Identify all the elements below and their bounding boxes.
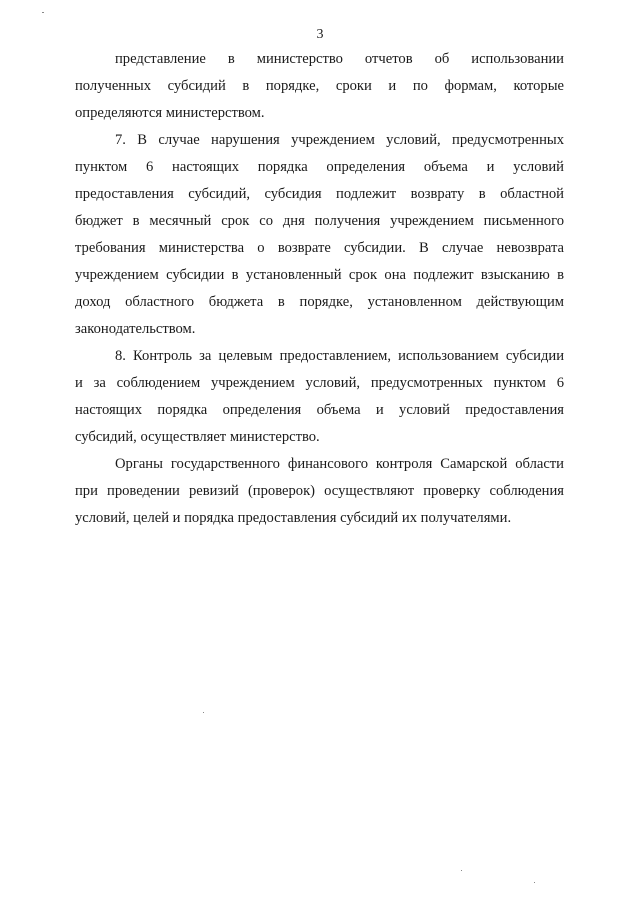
scan-speck — [42, 12, 44, 13]
text-line: Органы государственного финансового контроля Самарской области — [115, 456, 564, 472]
paragraph-item-8 — [75, 343, 564, 451]
text-line: 8. Контроль за целевым предоставлением, использованием субсидии — [115, 348, 564, 364]
text-line: законодательством. — [75, 321, 196, 337]
text-line: определяются министерством. — [75, 105, 265, 121]
text-line: доход областного бюджета в порядке, установленном действующим — [75, 294, 564, 310]
scan-speck — [203, 712, 204, 713]
text-line: субсидий, осуществляет министерство. — [75, 429, 320, 445]
text-line: бюджет в месячный срок со дня получения учреждением письменного — [75, 213, 564, 229]
text-line: и за соблюдением учреждением условий, предусмотренных пунктом 6 — [75, 375, 564, 391]
text-line: при проведении ревизий (проверок) осуществляют проверку соблюдения — [75, 483, 564, 499]
text-line: представление в министерство отчетов об использовании — [115, 51, 564, 67]
page-number: 3 — [316, 27, 324, 42]
text-line: пунктом 6 настоящих порядка определения объема и условий — [75, 159, 564, 175]
paragraph-item-7 — [75, 127, 564, 343]
paragraph-control-bodies — [75, 451, 564, 532]
document-body — [75, 46, 564, 532]
text-line: условий, целей и порядка предоставления субсидий их получателями. — [75, 510, 512, 526]
text-line: учреждением субсидии в установленный срок она подлежит взысканию в — [75, 267, 564, 283]
text-line: полученных субсидий в порядке, сроки и по формам, которые — [75, 78, 564, 94]
paragraph-reporting — [75, 46, 564, 127]
scan-speck — [461, 870, 462, 871]
text-line: настоящих порядка определения объема и условий предоставления — [75, 402, 564, 418]
scan-speck — [534, 882, 535, 883]
text-line: требования министерства о возврате субсидии. В случае невозврата — [75, 240, 564, 256]
text-line: 7. В случае нарушения учреждением условий, предусмотренных — [115, 132, 564, 148]
text-line: предоставления субсидий, субсидия подлежит возврату в областной — [75, 186, 564, 202]
